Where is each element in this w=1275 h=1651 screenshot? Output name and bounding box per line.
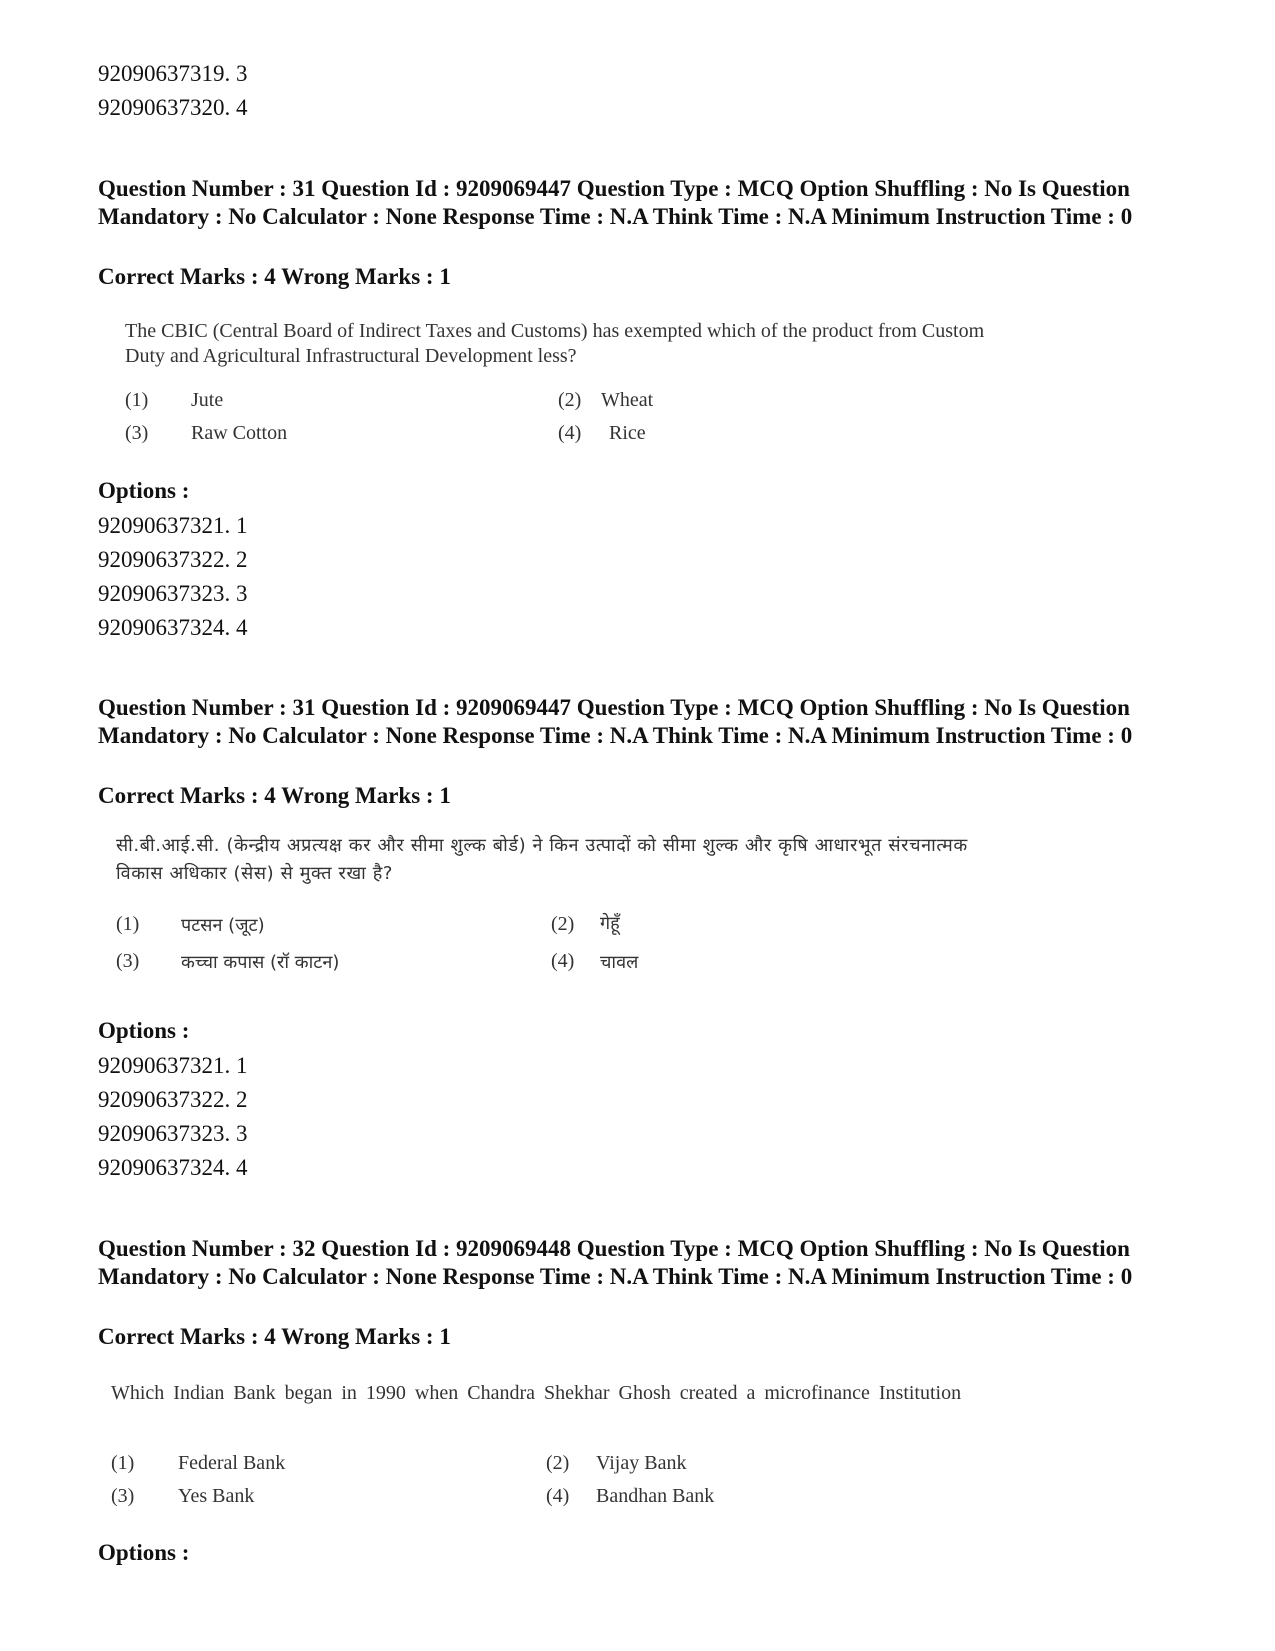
- choice-number: (3): [116, 950, 140, 972]
- choice-label: कच्चा कपास (रॉ काटन): [181, 952, 340, 973]
- choice-label: चावल: [600, 952, 639, 973]
- option-line: 92090637321. 1: [98, 513, 248, 538]
- question-text: सी.बी.आई.सी. (केन्द्रीय अप्रत्यक्ष कर और सीमा शुल्क बोर्ड) ने किन उत्पादों को सीमा शुल्क और कृषि आधारभूत संरचनात्मक विकास अधिकार (सेस) से मुक्त रखा है?: [116, 835, 968, 884]
- question-meta: Question Number : 31 Question Id : 9209069447 Question Type : MCQ Option Shuffling : No Is Question Mandatory : No Calculator : None Response Time : N.A Think Time : N.A Minimum Instruction Time : 0: [98, 176, 1133, 229]
- choice-label: पटसन (जूट): [181, 915, 265, 936]
- option-line: 92090637323. 3: [98, 581, 248, 606]
- option-line: 92090637324. 4: [98, 1155, 248, 1180]
- option-line: 92090637320. 4: [98, 95, 248, 120]
- choice-number: (1): [125, 389, 149, 411]
- option-line: 92090637324. 4: [98, 615, 248, 640]
- option-line: 92090637323. 3: [98, 1121, 248, 1146]
- choice-number: (1): [111, 1452, 135, 1474]
- choice-number: (4): [558, 422, 582, 444]
- choice-number: (2): [551, 913, 575, 935]
- option-line: 92090637322. 2: [98, 547, 248, 572]
- question-text: The CBIC (Central Board of Indirect Taxes and Customs) has exempted which of the product from Custom Duty and Agricultural Infrastructural Development less?: [125, 320, 985, 367]
- choice-label: Vijay Bank: [596, 1452, 687, 1474]
- question-text: Which Indian Bank began in 1990 when Chandra Shekhar Ghosh created a microfinance Institution: [111, 1382, 962, 1404]
- choice-label: Raw Cotton: [191, 422, 288, 444]
- option-line: 92090637321. 1: [98, 1053, 248, 1078]
- choice-number: (2): [558, 389, 582, 411]
- choice-label: Federal Bank: [178, 1452, 286, 1474]
- choice-number: (2): [546, 1452, 570, 1474]
- choice-number: (4): [551, 950, 575, 972]
- options-heading: Options :: [98, 1540, 190, 1565]
- options-heading: Options :: [98, 478, 190, 503]
- option-line: 92090637322. 2: [98, 1087, 248, 1112]
- choice-number: (1): [116, 913, 140, 935]
- choice-label: Rice: [609, 422, 646, 444]
- question-meta: Question Number : 31 Question Id : 9209069447 Question Type : MCQ Option Shuffling : No Is Question Mandatory : No Calculator : None Response Time : N.A Think Time : N.A Minimum Instruction Time : 0: [98, 695, 1133, 748]
- choice-label: Wheat: [601, 389, 654, 411]
- choice-number: (3): [125, 422, 149, 444]
- option-line: 92090637319. 3: [98, 61, 248, 86]
- choice-label: Bandhan Bank: [596, 1485, 715, 1507]
- choice-label: Yes Bank: [178, 1485, 255, 1507]
- options-heading: Options :: [98, 1018, 190, 1043]
- choice-label: गेहूँ: [600, 913, 620, 934]
- marks-line: Correct Marks : 4 Wrong Marks : 1: [98, 264, 451, 289]
- choice-number: (3): [111, 1485, 135, 1507]
- marks-line: Correct Marks : 4 Wrong Marks : 1: [98, 1324, 451, 1349]
- marks-line: Correct Marks : 4 Wrong Marks : 1: [98, 783, 451, 808]
- choice-number: (4): [546, 1485, 570, 1507]
- choice-label: Jute: [191, 389, 224, 411]
- question-meta: Question Number : 32 Question Id : 9209069448 Question Type : MCQ Option Shuffling : No Is Question Mandatory : No Calculator : None Response Time : N.A Think Time : N.A Minimum Instruction Time : 0: [98, 1236, 1133, 1289]
